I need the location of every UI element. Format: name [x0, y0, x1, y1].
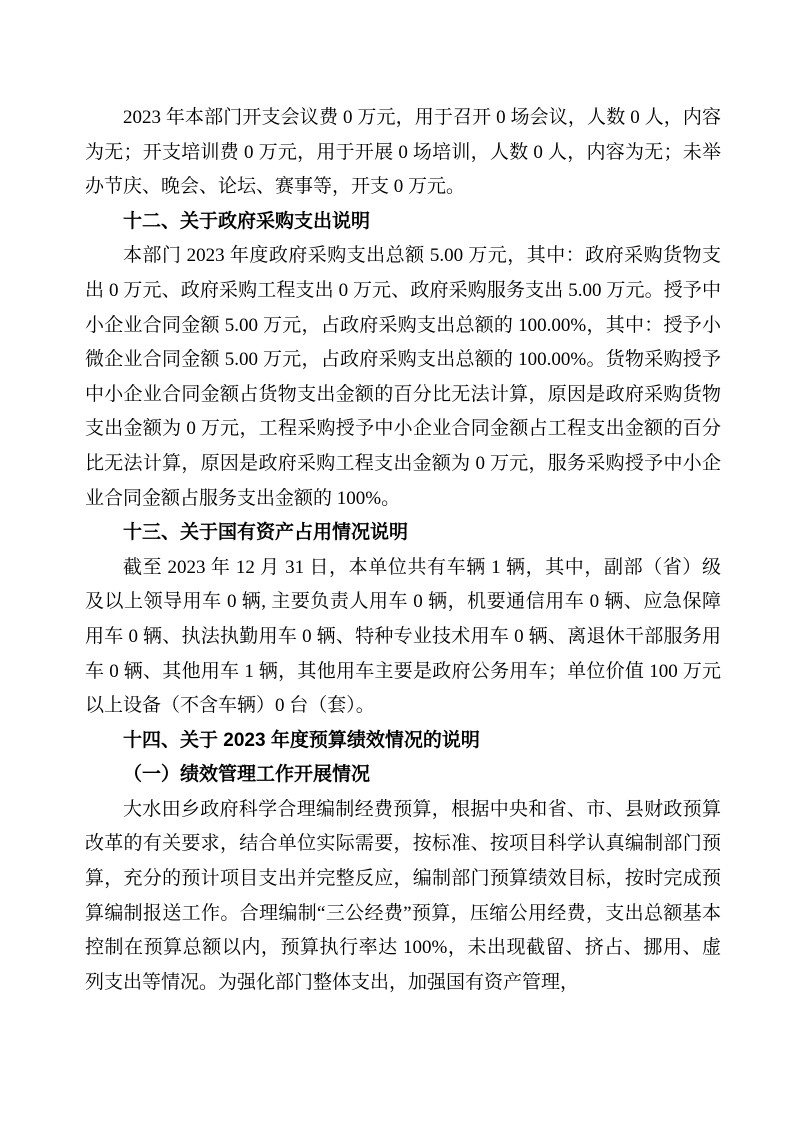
section-heading: 十二、关于政府采购支出说明 [123, 210, 371, 232]
sub-heading: （一）绩效管理工作开展情况 [123, 764, 371, 786]
body-paragraph: 大水田乡政府科学合理编制经费预算，根据中央和省、市、县财政预算改革的有关要求，结合单位实际需要，按标准、按项目科学认真编制部门预算，充分的预计项目支出并完整反应，编制部门预算绩效目标，按时完成预算编制报送工作。合理编制“三公经费”预算，压缩公用经费，支出总额基本控制在预算总额以内，预算执行率达 100%，未出现截留、挤占、挪用、虚列支出等情况。为强化部门整体支出，加强国有资产管理， [85, 798, 721, 993]
section-heading: 十四、关于 2023 年度预算绩效情况的说明 [123, 729, 480, 751]
body-paragraph: 本部门 2023 年度政府采购支出总额 5.00 万元，其中：政府采购货物支出 0 万元、政府采购工程支出 0 万元、政府采购服务支出 5.00 万元。授予中小企业合同金额 5.00 万元，占政府采购支出总额的 100.00%，其中：授予小微企业合同金额 5.00 万元，占政府采购支出总额的 100.00%。货物采购授予中小企业合同金额占货物支出金额的百分比无法计算，原因是政府采购货物支出金额为 0 万元，工程采购授予中小企业合同金额占工程支出金额的百分比无法计算，原因是政府采购工程支出金额为 0 万元，服务采购授予中小企业合同金额占服务支出金额的 100%。 [85, 245, 721, 509]
section-heading: 十三、关于国有资产占用情况说明 [123, 522, 409, 544]
document-content [85, 101, 721, 1000]
body-paragraph: 截至 2023 年 12 月 31 日，本单位共有车辆 1 辆，其中，副部（省）级及以上领导用车 0 辆, 主要负责人用车 0 辆，机要通信用车 0 辆、应急保障用车 0 辆、执法执勤用车 0 辆、特种专业技术用车 0 辆、离退休干部服务用车 0 辆、其他用车 1 辆，其他用车主要是政府公务用车；单位价值 100 万元以上设备（不含车辆）0 台（套）。 [85, 556, 721, 717]
body-paragraph: 2023 年本部门开支会议费 0 万元，用于召开 0 场会议，人数 0 人，内容为无；开支培训费 0 万元，用于开展 0 场培训，人数 0 人，内容为无；未举办节庆、晚会、论坛、赛事等，开支 0 万元。 [85, 107, 721, 198]
